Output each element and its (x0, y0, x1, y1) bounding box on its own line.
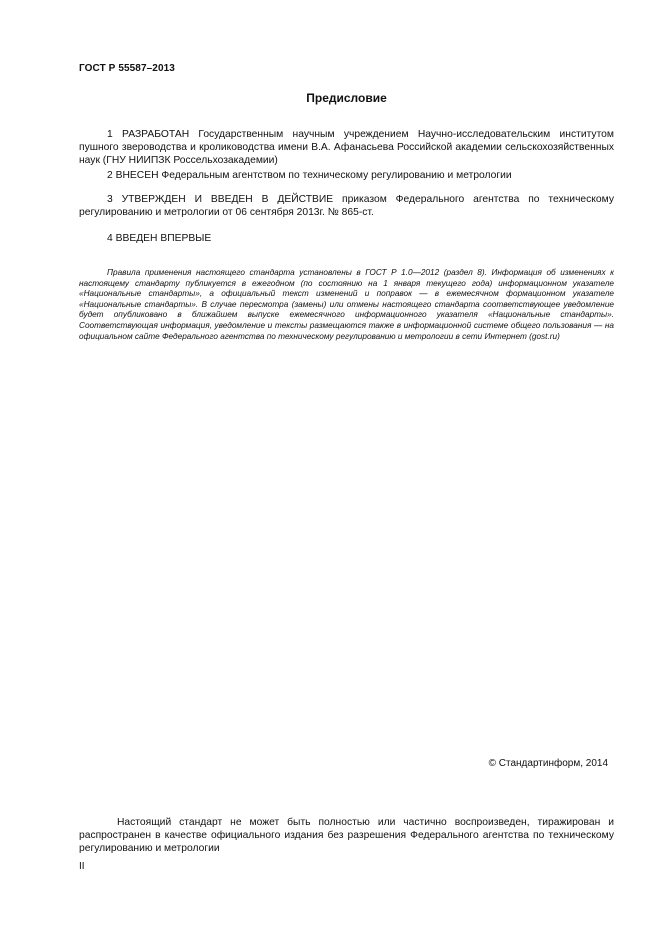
foreword-item-4: 4 ВВЕДЕН ВПЕРВЫЕ (107, 233, 212, 244)
foreword-item-1: 1 РАЗРАБОТАН Государственным научным учреждением Научно-исследовательским институтом пушного звероводства и кролиководства имени В.А. Афанасьева Российской академии сельскохозяйственных наук (ГНУ НИИПЗК Россельхозакадемии) (79, 129, 614, 167)
foreword-item-3: 3 УТВЕРЖДЕН И ВВЕДЕН В ДЕЙСТВИЕ приказом Федерального агентства по техническому регулированию и метрологии от 06 сентября 2013г. № 865-ст. (79, 194, 614, 219)
standard-code: ГОСТ Р 55587–2013 (79, 63, 175, 74)
copyright: © Стандартинформ, 2014 (488, 758, 608, 769)
page-title: Предисловие (306, 91, 387, 105)
foreword-item-2: 2 ВНЕСЕН Федеральным агентством по техническому регулированию и метрологии (107, 170, 512, 181)
application-rules-note: Правила применения настоящего стандарта установлены в ГОСТ Р 1.0—2012 (раздел 8). Информация об изменениях к настоящему стандарту публикуется в ежегодном (по состоянию на 1 января текущего года) информационном указателе «Национальные стандарты», а официальный текст изменений и поправок — в ежемесячном формационном указателе «Национальные стандарты». В случае пересмотра (замены) или отмены настоящего стандарта соответствующее уведомление будет опубликовано в ближайшем выпуске ежемесячного информационного указателя «Национальные стандарты». Соответствующая информация, уведомление и тексты размещаются также в информационной системе общего пользования — на официальном сайте Федерального агентства по техническому регулированию и метрологии в сети Интернет (gost.ru) (79, 268, 614, 341)
page-number: II (79, 861, 85, 872)
reproduction-notice: Настоящий стандарт не может быть полностью или частично воспроизведен, тиражирован и распространен в качестве официального издания без разрешения Федерального агентства по техническому регулированию и метрологии (79, 817, 614, 855)
